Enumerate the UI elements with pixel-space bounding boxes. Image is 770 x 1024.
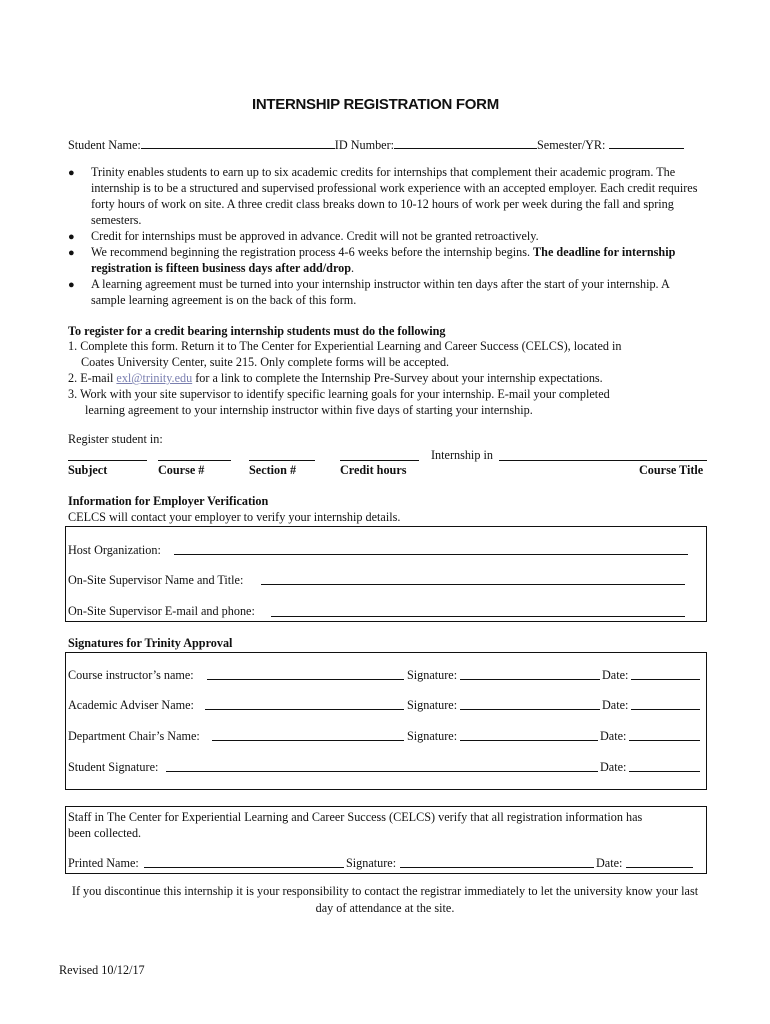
host-organization-field[interactable] xyxy=(174,554,688,555)
credit-hours-label: Credit hours xyxy=(340,463,407,477)
student-name-row xyxy=(68,137,684,151)
supervisor-name-label: On-Site Supervisor Name and Title: xyxy=(68,573,244,587)
bullet-icon: ● xyxy=(68,279,75,291)
form-title: INTERNSHIP REGISTRATION FORM xyxy=(252,96,499,113)
academic-adviser-signature-field[interactable] xyxy=(460,709,600,710)
course-instructor-field[interactable] xyxy=(207,679,404,680)
bullet-icon: ● xyxy=(68,167,75,179)
discontinue-note-line-1: If you discontinue this internship it is your responsibility to contact the registrar immediately to let the university know your last xyxy=(71,884,699,898)
bullet-approval: Credit for internships must be approved in advance. Credit will not be granted retroactively. xyxy=(91,229,539,243)
signature-label: Signature: xyxy=(407,668,458,682)
department-chair-date-field[interactable] xyxy=(629,740,700,741)
course-label: Course # xyxy=(158,463,205,477)
bullet-learning-agreement: A learning agreement must be turned into your internship instructor within ten days after the start of your internship. A sample learning agreement is on the back of this form. xyxy=(91,277,670,307)
bullet-icon: ● xyxy=(68,231,75,243)
celcs-email-link[interactable]: exl@trinity.edu xyxy=(116,371,193,385)
section-field[interactable] xyxy=(249,460,315,461)
employer-note: CELCS will contact your employer to verify your internship details. xyxy=(68,510,401,524)
semester-field[interactable] xyxy=(609,137,684,149)
id-number-field[interactable] xyxy=(394,137,537,149)
course-instructor-date-field[interactable] xyxy=(631,679,700,680)
printed-name-label: Printed Name: xyxy=(68,856,139,870)
staff-text-line-1: Staff in The Center for Experiential Learning and Career Success (CELCS) verify that all registration information has xyxy=(68,810,643,824)
student-signature-date-field[interactable] xyxy=(629,771,700,772)
step-2 xyxy=(68,372,603,384)
bullet-deadline: We recommend beginning the registration process 4-6 weeks before the internship begins. The deadline for internship registration is fifteen business days after add/drop. xyxy=(91,245,676,275)
student-signature-field[interactable] xyxy=(166,771,598,772)
subject-field[interactable] xyxy=(68,460,147,461)
internship-in-label: Internship in xyxy=(431,448,493,462)
signature-label: Signature: xyxy=(407,729,458,743)
staff-signature-label: Signature: xyxy=(346,856,397,870)
supervisor-email-field[interactable] xyxy=(271,616,685,617)
department-chair-label: Department Chair’s Name: xyxy=(68,729,200,743)
academic-adviser-date-field[interactable] xyxy=(631,709,700,710)
signatures-heading: Signatures for Trinity Approval xyxy=(68,636,233,650)
host-organization-label: Host Organization: xyxy=(68,543,161,557)
department-chair-signature-field[interactable] xyxy=(460,740,598,741)
id-number-label: ID Number: xyxy=(334,138,395,152)
step-1-line-1: 1. Complete this form. Return it to The Center for Experiential Learning and Career Success (CELCS), located in xyxy=(68,339,622,353)
staff-date-field[interactable] xyxy=(626,867,693,868)
date-label: Date: xyxy=(600,729,627,743)
step-3-line-2: learning agreement to your internship instructor within five days of starting your internship. xyxy=(85,403,533,417)
supervisor-name-field[interactable] xyxy=(261,584,685,585)
bullet-deadline-text: We recommend beginning the registration process 4-6 weeks before the internship begins. xyxy=(91,245,530,259)
staff-date-label: Date: xyxy=(596,856,623,870)
academic-adviser-label: Academic Adviser Name: xyxy=(68,698,194,712)
revision-date: Revised 10/12/17 xyxy=(59,963,145,977)
register-label: Register student in: xyxy=(68,432,163,446)
student-signature-label: Student Signature: xyxy=(68,760,159,774)
academic-adviser-field[interactable] xyxy=(205,709,404,710)
bullet-icon: ● xyxy=(68,247,75,259)
employer-heading: Information for Employer Verification xyxy=(68,494,269,508)
course-title-label: Course Title xyxy=(639,463,704,477)
step-2-post: for a link to complete the Internship Pre-Survey about your internship expectations. xyxy=(195,371,603,385)
department-chair-field[interactable] xyxy=(212,740,404,741)
semester-label: Semester/YR: xyxy=(537,138,606,152)
bullet-credits: Trinity enables students to earn up to six academic credits for internships that complement their academic program. The internship is to be a structured and supervised professional work experience with an accepted employer. Each credit requires forty hours of work on site. A three credit class breaks down to 10-12 hours of work per week during the fall and spring semesters. xyxy=(91,165,698,227)
date-label: Date: xyxy=(600,760,627,774)
section-label: Section # xyxy=(249,463,297,477)
internship-title-field[interactable] xyxy=(499,460,707,461)
date-label: Date: xyxy=(602,668,629,682)
printed-name-field[interactable] xyxy=(144,867,344,868)
course-instructor-label: Course instructor’s name: xyxy=(68,668,194,682)
course-instructor-signature-field[interactable] xyxy=(460,679,600,680)
student-name-field[interactable] xyxy=(141,137,335,149)
credit-hours-field[interactable] xyxy=(340,460,419,461)
supervisor-email-label: On-Site Supervisor E-mail and phone: xyxy=(68,604,255,618)
student-name-label: Student Name: xyxy=(68,138,141,152)
subject-label: Subject xyxy=(68,463,108,477)
discontinue-note-line-2: day of attendance at the site. xyxy=(315,901,455,915)
deadline-bold-text: The deadline for internship registration is fifteen business days after add/drop xyxy=(91,245,676,275)
step-1-line-2: Coates University Center, suite 215. Only complete forms will be accepted. xyxy=(81,355,450,369)
staff-text-line-2: been collected. xyxy=(68,826,142,840)
date-label: Date: xyxy=(602,698,629,712)
steps-heading: To register for a credit bearing internship students must do the following xyxy=(68,324,446,338)
staff-signature-field[interactable] xyxy=(400,867,594,868)
signature-label: Signature: xyxy=(407,698,458,712)
step-3-line-1: 3. Work with your site supervisor to identify specific learning goals for your internship. E-mail your completed xyxy=(68,387,610,401)
course-field[interactable] xyxy=(158,460,231,461)
step-2-pre: 2. E-mail xyxy=(68,371,114,385)
